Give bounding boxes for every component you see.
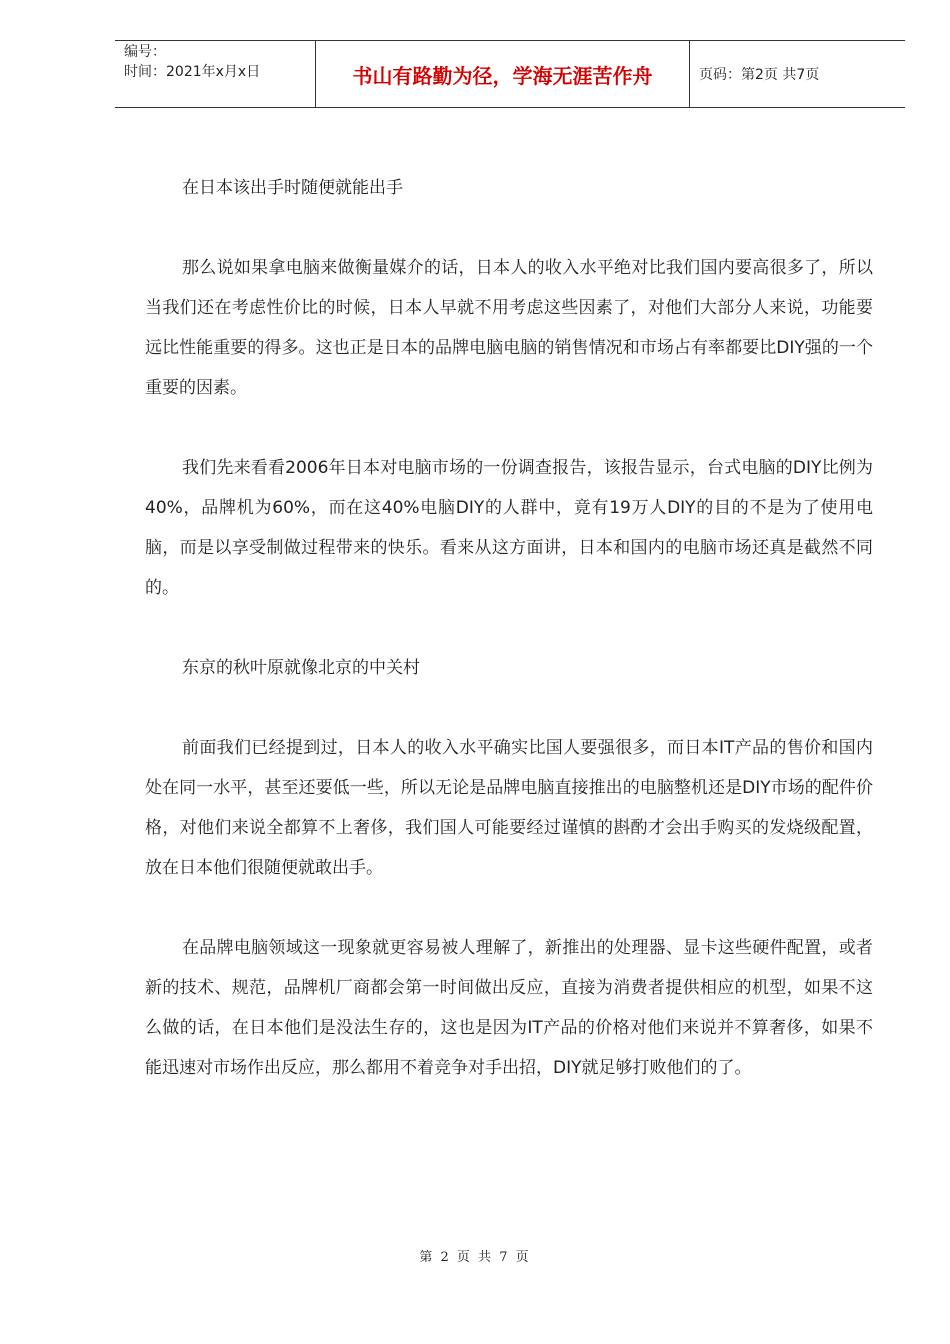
header-page-cell <box>689 41 905 107</box>
page-code-label: 页码：第2页 共7页 <box>699 67 820 83</box>
document-header <box>115 40 905 108</box>
paragraph: 前面我们已经提到过，日本人的收入水平确实比国人要强很多，而日本IT产品的售价和国内处在同一水平，甚至还要低一些，所以无论是品牌电脑直接推出的电脑整机还是DIY市场的配件价格，对他们来说全都算不上奢侈，我们国人可能要经过谨慎的斟酌才会出手购买的发烧级配置，放在日本他们很随便就敢出手。 <box>145 738 873 878</box>
paragraph: 我们先来看看2006年日本对电脑市场的一份调查报告，该报告显示，台式电脑的DIY比例为40%，品牌机为60%，而在这40%电脑DIY的人群中，竟有19万人DIY的目的不是为了使用电脑，而是以享受制做过程带来的快乐。看来从这方面讲，日本和国内的电脑市场还真是截然不同的。 <box>145 458 873 598</box>
serial-number-label: 编号： <box>124 44 166 60</box>
paragraph: 在品牌电脑领域这一现象就更容易被人理解了，新推出的处理器、显卡这些硬件配置，或者新的技术、规范，品牌机厂商都会第一时间做出反应，直接为消费者提供相应的机型，如果不这么做的话，在日本他们是没法生存的，这也是因为IT产品的价格对他们来说并不算奢侈，如果不能迅速对市场作出反应，那么都用不着竞争对手出招，DIY就足够打败他们的了。 <box>145 938 873 1078</box>
header-motto-cell <box>315 41 690 107</box>
header-info-cell <box>115 41 315 107</box>
date-label: 时间：2021年x月x日 <box>124 64 261 80</box>
document-body <box>145 168 873 1088</box>
section-heading: 东京的秋叶原就像北京的中关村 <box>182 658 420 678</box>
page-footer: 第 2 页 共 7 页 <box>419 1250 531 1265</box>
motto-text: 书山有路勤为径，学海无涯苦作舟 <box>352 64 653 88</box>
section-heading: 在日本该出手时随便就能出手 <box>182 178 403 198</box>
paragraph: 那么说如果拿电脑来做衡量媒介的话，日本人的收入水平绝对比我们国内要高很多了，所以当我们还在考虑性价比的时候，日本人早就不用考虑这些因素了，对他们大部分人来说，功能要远比性能重要的得多。这也正是日本的品牌电脑电脑的销售情况和市场占有率都要比DIY强的一个重要的因素。 <box>145 258 873 398</box>
